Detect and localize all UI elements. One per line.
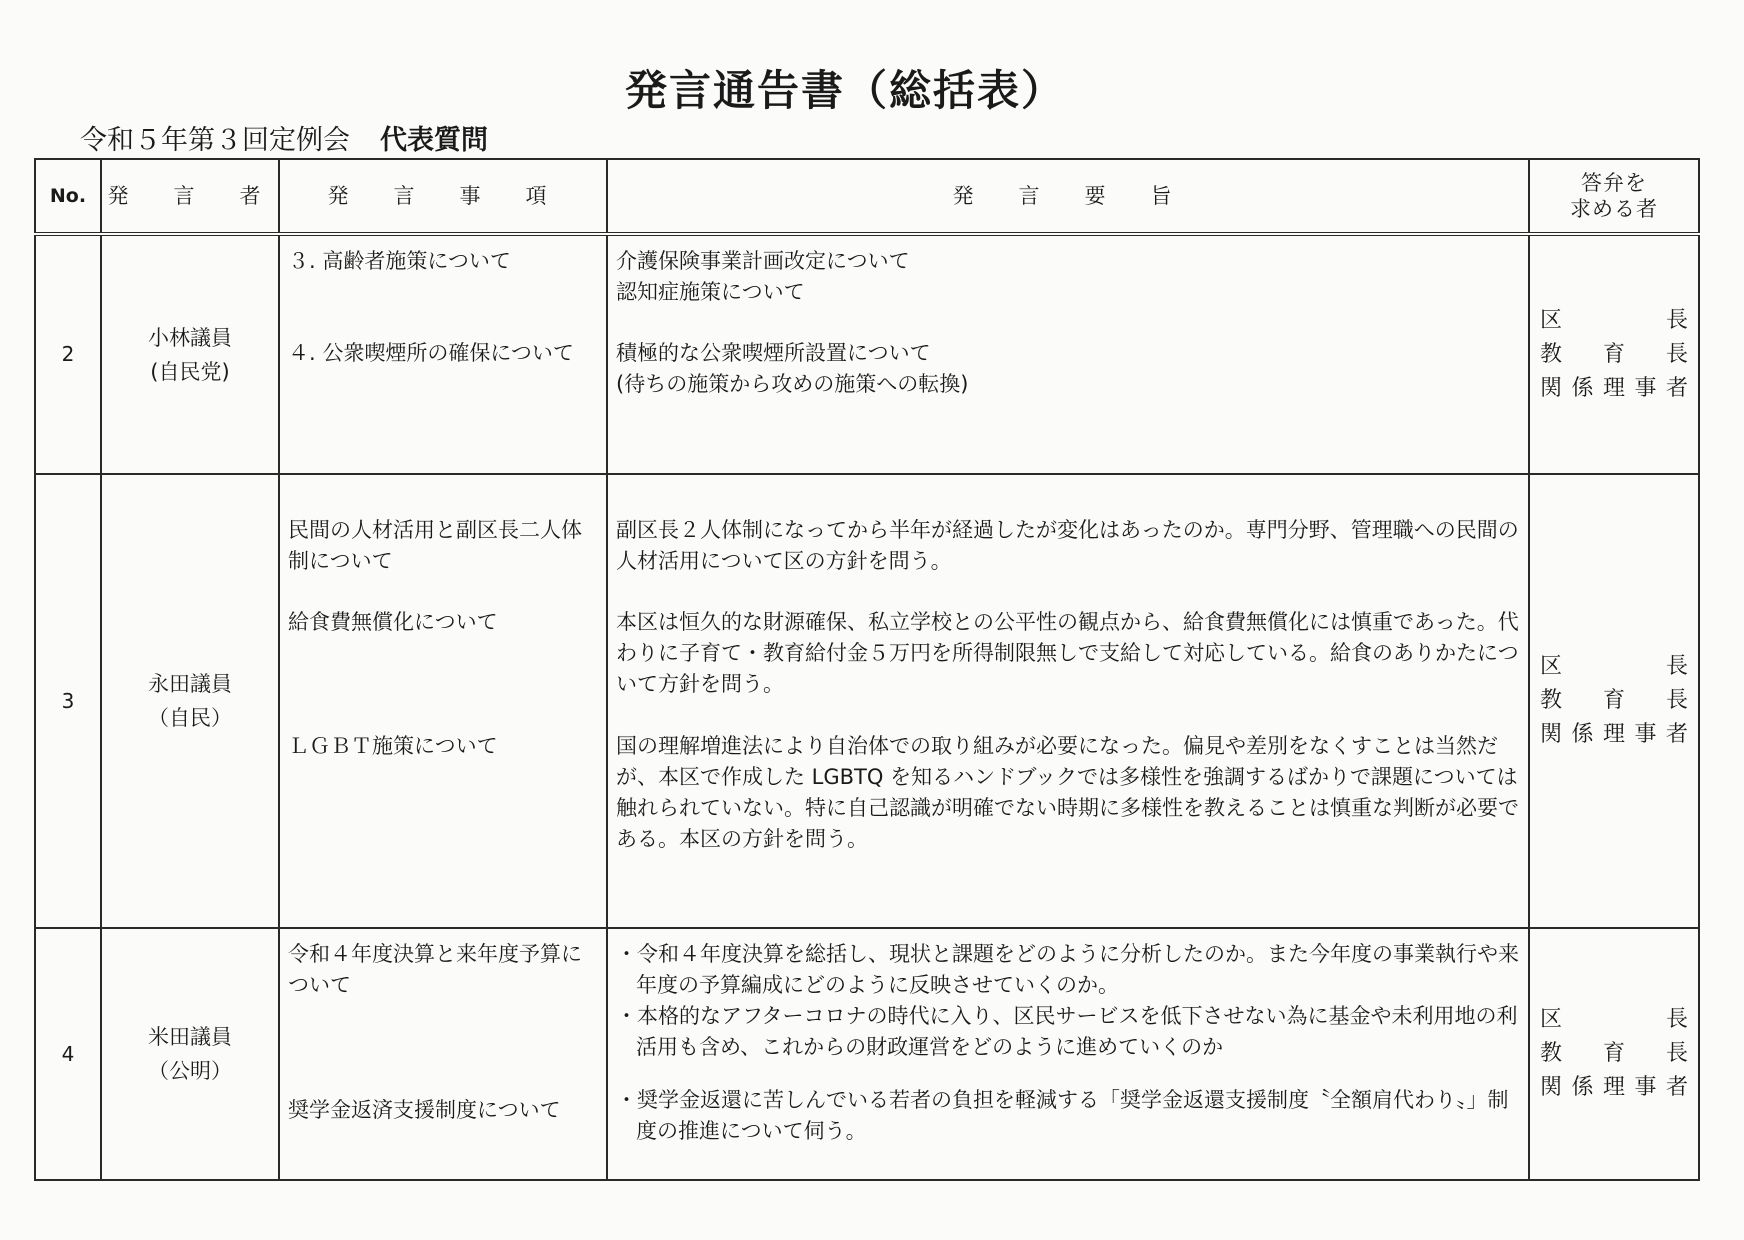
gist-text: 介護保険事業計画改定について (616, 249, 910, 273)
row-number: 3 (35, 474, 101, 928)
speaker-cell (101, 474, 279, 928)
table-row (35, 474, 1699, 928)
speaker-party: （公明） (148, 1059, 232, 1083)
question-type: 代表質問 (380, 125, 488, 156)
row-number: 4 (35, 928, 101, 1180)
speaker-name: 永田議員 (148, 672, 232, 696)
item-label: 民間の人材活用と副区長二人体制について (288, 518, 582, 573)
respondent-mayor: 区 長 (1540, 1007, 1688, 1032)
header-no: No. (35, 159, 101, 234)
gist-text: 副区長２人体制になってから半年が経過したが変化はあったのか。専門分野、管理職への民間の人材活用について区の方針を問う。 (616, 518, 1519, 573)
respondent-officials: 関 係 理 事 者 (1540, 375, 1688, 401)
gist-text: ・令和４年度決算を総括し、現状と課題をどのように分析したのか。また今年度の事業執行や来年度の予算編成にどのように反映させていくのか。 (616, 942, 1519, 997)
session-subtitle (80, 118, 488, 157)
item-label: 奨学金返済支援制度について (288, 1098, 561, 1122)
header-respondent-line2: 求める者 (1570, 197, 1658, 221)
respondent-officials: 関 係 理 事 者 (1540, 722, 1688, 747)
gist-text: 本区は恒久的な財源確保、私立学校との公平性の観点から、給食費無償化には慎重であった。代わりに子育て・教育給付金５万円を所得制限無しで支給して対応している。給食のありかたについて方針を問う。 (616, 610, 1519, 696)
header-respondent (1529, 159, 1699, 234)
gist-text: 積極的な公衆喫煙所設置について (616, 341, 931, 365)
item-cell (279, 234, 607, 474)
header-item: 発 言 事 項 (279, 159, 607, 234)
respondent-cell (1529, 234, 1699, 474)
speaker-cell (101, 234, 279, 474)
table-row (35, 928, 1699, 1180)
item-label: ４. 公衆喫煙所の確保について (288, 341, 574, 365)
speaker-name: 米田議員 (148, 1025, 232, 1049)
gist-cell (607, 928, 1529, 1180)
speaker-cell (101, 928, 279, 1180)
item-label: 給食費無償化について (288, 610, 498, 634)
gist-text: ・本格的なアフターコロナの時代に入り、区民サービスを低下させない為に基金や未利用地の利活用も含め、これからの財政運営をどのように進めていくのか (616, 1004, 1518, 1059)
item-cell (279, 928, 607, 1180)
gist-cell (607, 234, 1529, 474)
item-label: ＬＧＢＴ施策について (288, 734, 498, 758)
row-number: 2 (35, 234, 101, 474)
respondent-mayor: 区 長 (1540, 654, 1688, 679)
speaker-party: (自民党) (150, 359, 230, 384)
session-name: 令和５年第３回定例会 (80, 125, 350, 156)
respondent-cell (1529, 474, 1699, 928)
speaker-party: （自民） (148, 706, 232, 730)
respondent-superintendent: 教 育 長 (1540, 1041, 1688, 1066)
respondent-cell (1529, 928, 1699, 1180)
speaker-name: 小林議員 (148, 325, 232, 350)
gist-text: ・奨学金返還に苦しんでいる若者の負担を軽減する「奨学金返還支援制度〝全額肩代わり〟」制度の推進について伺う。 (616, 1088, 1509, 1143)
respondent-superintendent: 教 育 長 (1540, 341, 1688, 367)
gist-text: (待ちの施策から攻めの施策への転換) (616, 372, 969, 396)
summary-table (34, 158, 1700, 1181)
header-gist: 発 言 要 旨 (607, 159, 1529, 234)
document-title: 発言通告書（総括表） (624, 66, 1065, 115)
respondent-officials: 関 係 理 事 者 (1540, 1075, 1688, 1100)
respondent-mayor: 区 長 (1540, 307, 1688, 333)
header-respondent-line1: 答弁を (1581, 171, 1647, 195)
table-row (35, 234, 1699, 474)
item-label: 令和４年度決算と来年度予算について (288, 942, 582, 997)
respondent-superintendent: 教 育 長 (1540, 688, 1688, 713)
gist-text: 認知症施策について (616, 280, 805, 304)
gist-text: 国の理解増進法により自治体での取り組みが必要になった。偏見や差別をなくすことは当然だが、本区で作成した LGBTQ を知るハンドブックでは多様性を強調するばかりで課題については触れられていない。特に自己認識が明確でない時期に多様性を教えることは慎重な判断が必要である。本区の方針を問う。 (616, 734, 1519, 851)
item-label: ３. 高齢者施策について (288, 249, 511, 273)
gist-cell (607, 474, 1529, 928)
header-speaker: 発 言 者 (101, 159, 279, 234)
header-row (35, 159, 1699, 234)
item-cell (279, 474, 607, 928)
